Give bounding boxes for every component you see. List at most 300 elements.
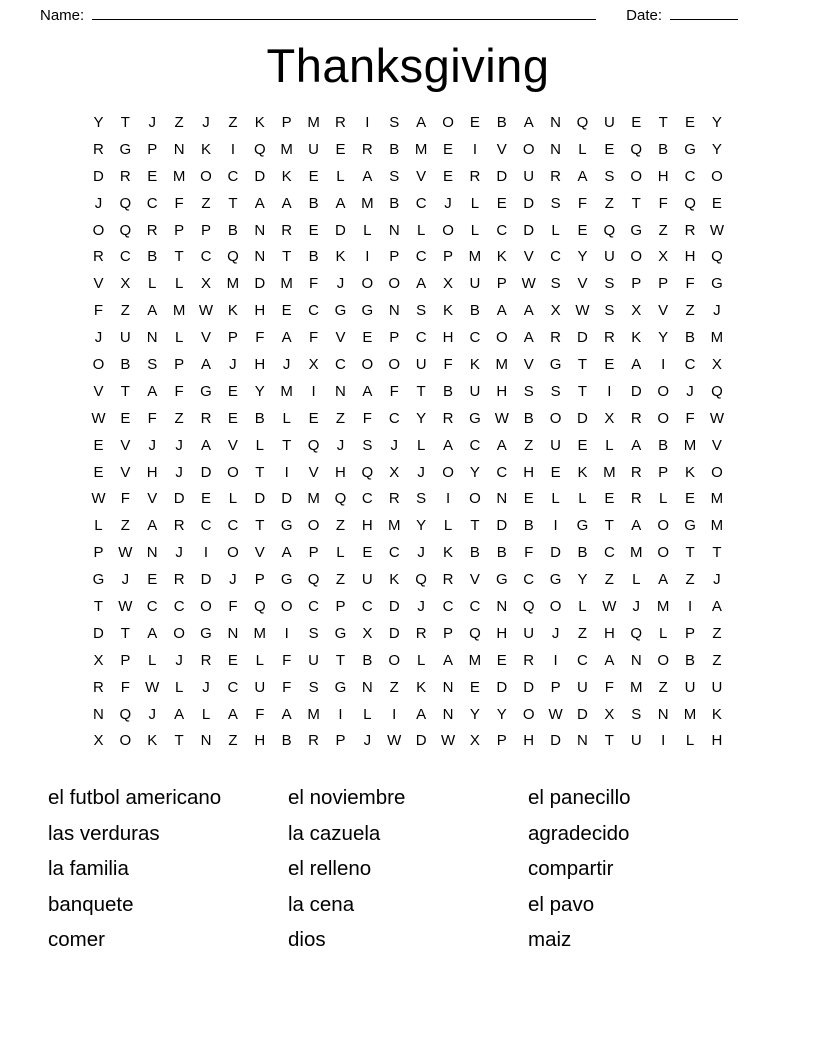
grid-cell-letter: A: [604, 651, 615, 669]
grid-cell-letter: J: [417, 597, 425, 615]
grid-cell-letter: G: [200, 624, 212, 642]
grid-cell-letter: O: [388, 275, 401, 293]
grid-cell-letter: V: [496, 140, 507, 158]
grid-cell-letter: L: [551, 221, 560, 239]
word-item: el pavo: [528, 892, 595, 916]
grid-cell-letter: H: [496, 624, 508, 642]
grid-cell-letter: K: [335, 248, 346, 266]
grid-cell-letter: W: [709, 221, 725, 239]
grid-cell-letter: N: [227, 624, 239, 642]
grid-cell-letter: H: [442, 329, 454, 347]
grid-cell-letter: Q: [630, 624, 643, 642]
grid-cell-letter: W: [91, 490, 106, 508]
grid-cell-letter: S: [550, 275, 561, 293]
grid-cell-letter: C: [415, 194, 427, 212]
grid-cell-letter: H: [523, 732, 535, 750]
grid-cell-letter: H: [496, 382, 508, 400]
grid-row: [85, 512, 731, 539]
grid-cell-letter: F: [577, 194, 588, 212]
grid-cell-letter: L: [363, 705, 372, 723]
grid-cell-letter: Y: [416, 409, 427, 427]
word-list-column: [288, 780, 528, 958]
grid-cell-letter: K: [469, 355, 480, 373]
grid-cell-letter: I: [311, 382, 316, 400]
grid-cell-letter: M: [630, 678, 643, 696]
word-item: dios: [288, 928, 326, 952]
word-item: agradecido: [528, 821, 630, 845]
grid-cell-letter: D: [496, 167, 508, 185]
grid-cell-letter: P: [93, 544, 104, 562]
grid-cell-letter: A: [227, 705, 238, 723]
grid-cell-letter: P: [201, 221, 212, 239]
grid-cell-letter: I: [687, 597, 693, 615]
grid-cell-letter: O: [630, 248, 643, 266]
grid-cell-letter: E: [685, 490, 696, 508]
grid-cell-letter: S: [631, 705, 642, 723]
grid-cell-letter: D: [254, 490, 266, 508]
grid-cell-letter: R: [93, 678, 104, 696]
grid-cell-letter: H: [254, 355, 266, 373]
grid-cell-letter: G: [119, 140, 132, 158]
grid-cell-letter: O: [388, 651, 401, 669]
grid-cell-letter: Y: [93, 113, 104, 131]
grid-cell-letter: M: [307, 113, 320, 131]
word-item: la cazuela: [288, 821, 381, 845]
grid-cell-letter: L: [174, 678, 184, 696]
grid-cell-letter: J: [363, 732, 372, 750]
grid-cell-letter: G: [200, 382, 212, 400]
grid-cell-letter: O: [442, 113, 454, 131]
grid-cell-letter: B: [469, 544, 480, 562]
grid-cell-letter: R: [603, 329, 615, 347]
grid-cell-letter: N: [361, 678, 373, 696]
grid-cell-letter: Y: [711, 113, 722, 131]
grid-cell-letter: A: [443, 436, 454, 454]
date-blank-line: [670, 6, 738, 20]
grid-cell-letter: E: [308, 409, 319, 427]
grid-cell-letter: N: [200, 732, 212, 750]
grid-cell-letter: D: [415, 732, 427, 750]
grid-cell-letter: S: [550, 382, 561, 400]
grid-cell-letter: Q: [684, 194, 696, 212]
grid-cell-letter: I: [472, 140, 477, 158]
grid-cell-letter: S: [362, 436, 373, 454]
grid-cell-letter: L: [148, 275, 157, 293]
grid-cell-letter: B: [362, 651, 373, 669]
grid-cell-letter: G: [469, 409, 481, 427]
grid-cell-letter: G: [334, 678, 347, 696]
grid-cell-letter: W: [575, 302, 590, 320]
grid-cell-letter: Y: [658, 329, 669, 347]
grid-cell-letter: T: [658, 113, 668, 131]
grid-cell-letter: S: [389, 167, 400, 185]
grid-cell-letter: C: [308, 302, 319, 320]
grid-cell-letter: A: [147, 624, 158, 642]
grid-cell-letter: J: [148, 436, 156, 454]
grid-cell-letter: Q: [253, 597, 266, 615]
grid-cell-letter: D: [523, 194, 535, 212]
grid-cell-letter: F: [255, 329, 265, 347]
grid-cell-letter: B: [389, 194, 400, 212]
grid-cell-letter: I: [661, 355, 666, 373]
grid-cell-letter: J: [713, 302, 721, 320]
grid-cell-letter: Z: [201, 194, 211, 212]
grid-cell-letter: T: [631, 194, 641, 212]
grid-cell-letter: X: [469, 732, 480, 750]
grid-cell-letter: P: [685, 624, 696, 642]
grid-cell-letter: B: [469, 302, 480, 320]
grid-cell-letter: S: [308, 624, 319, 642]
grid-cell-letter: C: [415, 248, 427, 266]
grid-cell-letter: N: [657, 705, 669, 723]
word-item: las verduras: [48, 821, 160, 845]
grid-cell-letter: M: [414, 140, 428, 158]
grid-cell-letter: B: [496, 113, 507, 131]
grid-cell-letter: D: [93, 624, 104, 642]
grid-cell-letter: A: [523, 302, 534, 320]
name-label: Name:: [40, 7, 85, 24]
grid-cell-letter: O: [119, 732, 132, 750]
grid-cell-letter: A: [362, 167, 373, 185]
grid-cell-letter: J: [202, 113, 210, 131]
grid-cell-letter: Q: [334, 490, 347, 508]
grid-cell-letter: T: [577, 382, 588, 400]
grid-cell-letter: J: [94, 329, 103, 347]
grid-cell-letter: Z: [658, 678, 668, 696]
grid-cell-letter: Z: [335, 409, 346, 427]
grid-cell-letter: S: [416, 490, 427, 508]
grid-cell-letter: I: [365, 113, 370, 131]
grid-cell-letter: B: [254, 409, 265, 427]
grid-cell-letter: P: [174, 221, 185, 239]
grid-cell-letter: W: [91, 409, 106, 427]
grid-cell-letter: T: [282, 436, 292, 454]
grid-cell-letter: K: [201, 140, 212, 158]
grid-row: [85, 620, 731, 647]
grid-cell-letter: J: [336, 436, 345, 454]
grid-cell-letter: C: [577, 651, 588, 669]
word-item: compartir: [528, 857, 614, 881]
grid-cell-letter: V: [93, 382, 104, 400]
grid-cell-letter: A: [254, 194, 265, 212]
grid-cell-letter: Y: [496, 705, 507, 723]
grid-cell-letter: U: [684, 678, 696, 696]
grid-cell-letter: V: [93, 275, 104, 293]
grid-cell-letter: U: [630, 732, 642, 750]
grid-cell-letter: L: [416, 651, 426, 669]
grid-cell-letter: Q: [119, 194, 132, 212]
grid-cell-letter: U: [550, 436, 561, 454]
grid-cell-letter: C: [684, 167, 696, 185]
grid-cell-letter: B: [308, 248, 319, 266]
grid-cell-letter: Z: [524, 436, 534, 454]
grid-cell-letter: E: [577, 221, 588, 239]
grid-cell-letter: B: [523, 409, 534, 427]
grid-cell-letter: N: [335, 382, 346, 400]
grid-cell-letter: F: [174, 194, 184, 212]
grid-cell-letter: W: [440, 732, 456, 750]
grid-cell-letter: R: [119, 167, 131, 185]
grid-cell-letter: H: [657, 167, 669, 185]
grid-cell-letter: A: [147, 382, 158, 400]
grid-row: [85, 593, 731, 620]
grid-cell-letter: C: [415, 329, 427, 347]
grid-cell-letter: W: [118, 544, 133, 562]
grid-cell-letter: P: [147, 140, 158, 158]
grid-cell-letter: Q: [576, 113, 589, 131]
grid-cell-letter: P: [335, 732, 346, 750]
grid-cell-letter: Z: [174, 409, 184, 427]
grid-cell-letter: M: [226, 275, 240, 293]
grid-cell-letter: I: [661, 732, 666, 750]
worksheet-header: [40, 6, 738, 24]
grid-cell-letter: F: [147, 409, 157, 427]
grid-cell-letter: J: [390, 436, 398, 454]
word-item: el panecillo: [528, 786, 631, 810]
grid-row: [85, 539, 731, 566]
grid-cell-letter: R: [415, 624, 427, 642]
grid-cell-letter: L: [336, 544, 345, 562]
grid-cell-letter: A: [496, 302, 507, 320]
grid-cell-letter: V: [523, 248, 534, 266]
grid-cell-letter: M: [361, 194, 374, 212]
grid-cell-letter: X: [550, 302, 561, 320]
grid-cell-letter: K: [496, 248, 507, 266]
grid-row: [85, 674, 731, 701]
grid-cell-letter: H: [684, 248, 696, 266]
grid-cell-letter: N: [442, 678, 454, 696]
grid-cell-letter: I: [230, 140, 235, 158]
grid-cell-letter: Q: [415, 571, 427, 589]
grid-cell-letter: U: [469, 382, 481, 400]
grid-row: [85, 297, 731, 324]
grid-cell-letter: O: [549, 597, 562, 615]
grid-cell-letter: T: [416, 382, 426, 400]
grid-cell-letter: N: [630, 651, 642, 669]
grid-cell-letter: N: [146, 329, 158, 347]
grid-cell-letter: O: [549, 409, 562, 427]
grid-cell-letter: G: [334, 624, 347, 642]
grid-cell-letter: N: [173, 140, 185, 158]
grid-cell-letter: P: [631, 275, 642, 293]
grid-cell-letter: V: [469, 571, 480, 589]
grid-cell-letter: E: [120, 409, 131, 427]
grid-cell-letter: J: [444, 194, 452, 212]
grid-cell-letter: O: [307, 517, 320, 535]
grid-cell-letter: F: [443, 355, 453, 373]
grid-cell-letter: E: [550, 463, 561, 481]
grid-cell-letter: N: [496, 597, 508, 615]
grid-cell-letter: L: [174, 275, 184, 293]
grid-cell-letter: E: [496, 651, 507, 669]
grid-cell-letter: L: [632, 571, 641, 589]
grid-cell-letter: B: [389, 140, 400, 158]
grid-cell-letter: R: [281, 221, 293, 239]
grid-cell-letter: R: [550, 167, 561, 185]
grid-cell-letter: L: [416, 221, 426, 239]
grid-cell-letter: V: [120, 463, 131, 481]
grid-cell-letter: U: [523, 624, 535, 642]
grid-cell-letter: E: [523, 490, 534, 508]
grid-cell-letter: E: [147, 571, 158, 589]
grid-cell-letter: X: [711, 355, 722, 373]
grid-cell-letter: P: [281, 113, 292, 131]
grid-cell-letter: L: [685, 732, 695, 750]
grid-cell-letter: X: [389, 463, 400, 481]
grid-cell-letter: C: [496, 463, 508, 481]
grid-row: [85, 405, 731, 432]
grid-cell-letter: O: [657, 651, 669, 669]
word-item: la cena: [288, 892, 355, 916]
grid-cell-letter: S: [147, 355, 158, 373]
grid-cell-letter: B: [685, 651, 696, 669]
grid-cell-letter: J: [175, 436, 183, 454]
grid-cell-letter: E: [604, 140, 615, 158]
grid-cell-letter: R: [442, 409, 454, 427]
grid-cell-letter: E: [604, 355, 615, 373]
grid-cell-letter: G: [684, 517, 696, 535]
grid-cell-letter: J: [148, 113, 156, 131]
grid-cell-letter: X: [362, 624, 373, 642]
grid-cell-letter: M: [172, 302, 186, 320]
grid-cell-letter: A: [416, 113, 427, 131]
grid-cell-letter: I: [445, 490, 451, 508]
grid-cell-letter: T: [712, 544, 722, 562]
grid-cell-letter: T: [255, 517, 265, 535]
grid-cell-letter: Z: [228, 732, 238, 750]
grid-cell-letter: A: [281, 329, 292, 347]
grid-cell-letter: A: [335, 194, 346, 212]
grid-cell-letter: R: [146, 221, 158, 239]
grid-cell-letter: R: [630, 463, 642, 481]
grid-cell-letter: G: [576, 517, 589, 535]
grid-cell-letter: L: [336, 167, 345, 185]
grid-cell-letter: K: [443, 302, 454, 320]
grid-cell-letter: D: [577, 329, 588, 347]
grid-row: [85, 459, 731, 486]
grid-cell-letter: G: [549, 355, 562, 373]
grid-cell-letter: E: [93, 436, 104, 454]
grid-cell-letter: B: [147, 248, 158, 266]
grid-cell-letter: J: [632, 597, 640, 615]
grid-cell-letter: M: [387, 517, 401, 535]
grid-cell-letter: T: [335, 651, 346, 669]
grid-cell-letter: W: [387, 732, 402, 750]
grid-cell-letter: Z: [685, 302, 695, 320]
grid-cell-letter: R: [469, 167, 481, 185]
grid-cell-letter: G: [630, 221, 643, 239]
grid-cell-letter: K: [631, 329, 642, 347]
grid-cell-letter: O: [522, 705, 535, 723]
grid-cell-letter: S: [604, 167, 615, 185]
grid-cell-letter: O: [495, 329, 508, 347]
grid-cell-letter: U: [603, 248, 615, 266]
grid-cell-letter: I: [284, 624, 289, 642]
grid-cell-letter: J: [336, 275, 345, 293]
grid-cell-letter: E: [631, 113, 642, 131]
grid-cell-letter: D: [388, 597, 400, 615]
grid-cell-letter: P: [443, 624, 454, 642]
grid-cell-letter: E: [308, 167, 319, 185]
grid-cell-letter: G: [92, 571, 105, 589]
grid-cell-letter: P: [658, 275, 669, 293]
grid-cell-letter: X: [658, 248, 669, 266]
grid-cell-letter: A: [631, 436, 642, 454]
grid-cell-letter: K: [227, 302, 238, 320]
grid-cell-letter: Q: [227, 248, 239, 266]
word-item: comer: [48, 928, 105, 952]
grid-cell-letter: W: [521, 275, 536, 293]
grid-cell-letter: C: [227, 167, 239, 185]
grid-cell-letter: D: [281, 490, 293, 508]
grid-cell-letter: U: [469, 275, 481, 293]
grid-cell-letter: G: [495, 571, 508, 589]
grid-cell-letter: D: [200, 571, 212, 589]
grid-cell-letter: L: [578, 597, 587, 615]
grid-cell-letter: S: [523, 382, 534, 400]
grid-cell-letter: Q: [711, 248, 723, 266]
grid-cell-letter: G: [549, 571, 562, 589]
grid-cell-letter: A: [711, 597, 722, 615]
grid-row: [85, 378, 731, 405]
grid-cell-letter: E: [496, 194, 507, 212]
grid-cell-letter: A: [174, 705, 185, 723]
grid-cell-letter: G: [334, 302, 347, 320]
grid-cell-letter: X: [308, 355, 319, 373]
grid-cell-letter: V: [577, 275, 588, 293]
grid-cell-letter: E: [469, 113, 480, 131]
grid-cell-letter: S: [550, 194, 561, 212]
grid-cell-letter: W: [198, 302, 214, 320]
grid-cell-letter: C: [442, 597, 454, 615]
grid-row: [85, 351, 731, 378]
grid-cell-letter: L: [255, 651, 264, 669]
grid-cell-letter: K: [254, 113, 265, 131]
grid-row: [85, 270, 731, 297]
grid-cell-letter: C: [200, 248, 212, 266]
grid-cell-letter: U: [603, 113, 615, 131]
grid-cell-letter: E: [577, 436, 588, 454]
grid-cell-letter: M: [307, 705, 320, 723]
grid-row: [85, 727, 731, 754]
grid-cell-letter: V: [147, 490, 158, 508]
grid-cell-letter: T: [255, 463, 265, 481]
grid-cell-letter: J: [175, 544, 183, 562]
grid-cell-letter: L: [551, 490, 560, 508]
grid-cell-letter: J: [121, 571, 130, 589]
grid-cell-letter: K: [389, 571, 400, 589]
grid-cell-letter: K: [577, 463, 588, 481]
grid-cell-letter: K: [147, 732, 158, 750]
grid-cell-letter: B: [577, 544, 588, 562]
grid-cell-letter: L: [363, 221, 372, 239]
grid-cell-letter: E: [201, 490, 212, 508]
grid-cell-letter: P: [308, 544, 319, 562]
grid-cell-letter: J: [229, 355, 237, 373]
grid-cell-letter: J: [229, 571, 237, 589]
grid-cell-letter: D: [93, 167, 104, 185]
grid-cell-letter: O: [657, 409, 669, 427]
grid-cell-letter: K: [281, 167, 292, 185]
grid-cell-letter: A: [416, 705, 427, 723]
grid-cell-letter: I: [553, 651, 558, 669]
grid-cell-letter: I: [284, 463, 289, 481]
grid-cell-letter: E: [147, 167, 158, 185]
grid-cell-letter: T: [120, 382, 130, 400]
grid-cell-letter: F: [604, 678, 614, 696]
grid-cell-letter: N: [442, 705, 454, 723]
grid-cell-letter: X: [120, 275, 131, 293]
